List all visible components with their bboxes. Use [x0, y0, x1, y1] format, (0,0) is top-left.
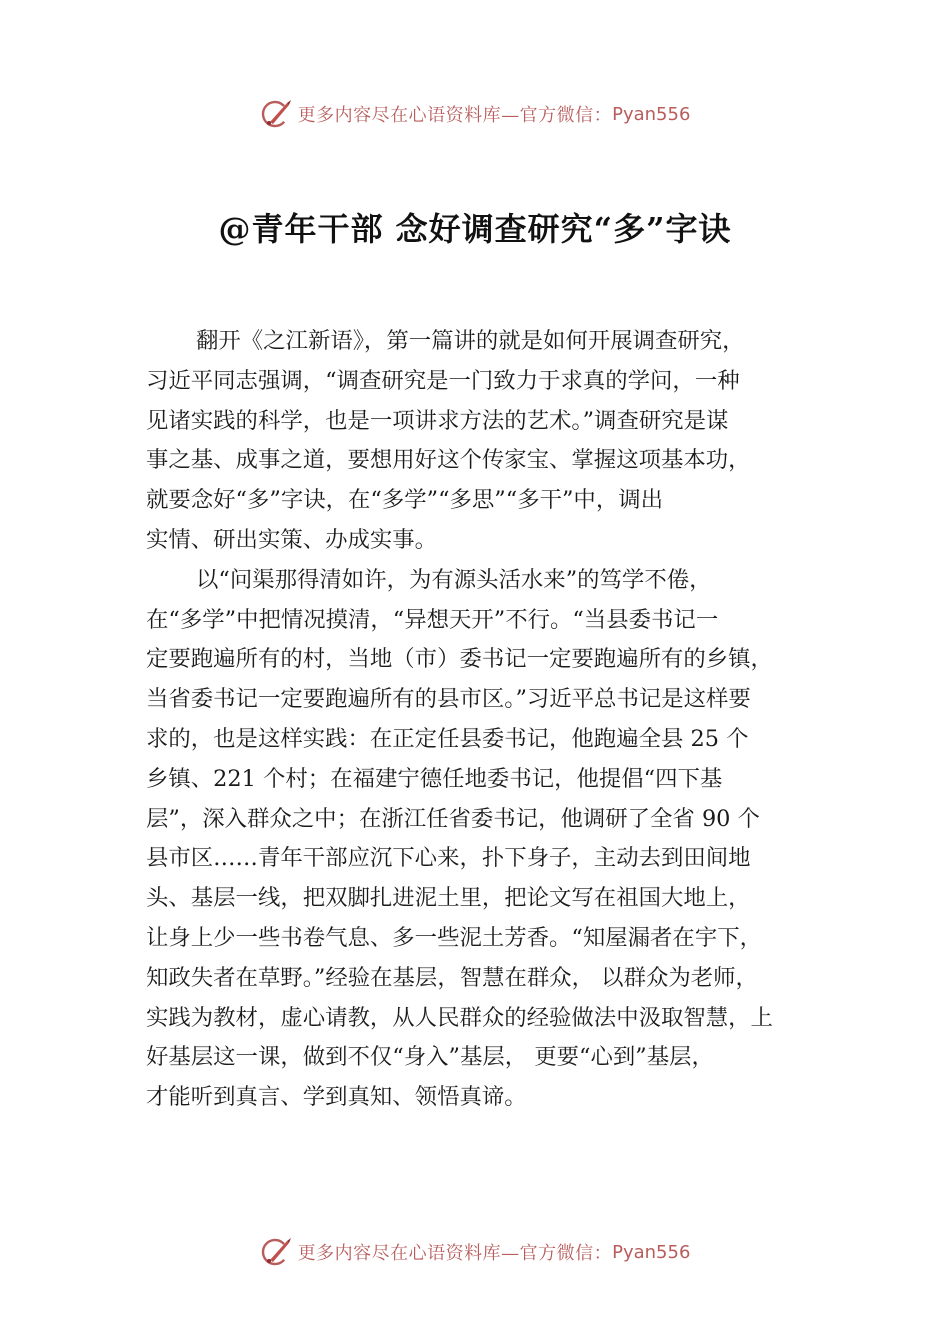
- paragraph-line: 就要念好“多”字诀，在“多学”“多思”“多干”中，调出: [146, 487, 663, 514]
- paragraph-line: 让身上少一些书卷气息、多一些泥土芳香。“知屋漏者在宇下，: [146, 924, 762, 951]
- paragraph-line: 县市区……青年干部应沉下心来，扑下身子，主动去到田间地: [146, 845, 751, 872]
- banner-text: 更多内容尽在心语资料库—官方微信：: [297, 105, 613, 126]
- paragraph-line: 层”，深入群众之中；在浙江任省委书记，他调研了全省 90 个: [146, 805, 760, 832]
- paragraph-line: 知政失者在草野。”经验在基层，智慧在群众， 以群众为老师，: [146, 964, 758, 991]
- quill-logo-icon: [260, 1235, 294, 1269]
- footer-banner: [0, 1232, 950, 1272]
- paragraph-line: 当省委书记一定要跑遍所有的县市区。”习近平总书记是这样要: [146, 686, 751, 713]
- paragraph-line: 头、基层一线，把双脚扎进泥土里，把论文写在祖国大地上，: [146, 885, 751, 912]
- paragraph-line: 习近平同志强调，“调查研究是一门致力于求真的学问，一种: [146, 367, 740, 394]
- banner-wechat-id: Pyan556: [612, 1241, 691, 1263]
- paragraph-line: 实践为教材，虚心请教，从人民群众的经验做法中汲取智慧，上: [146, 1004, 773, 1031]
- paragraph-line: 见诸实践的科学，也是一项讲求方法的艺术。”调查研究是谋: [146, 407, 729, 434]
- header-banner: [0, 94, 950, 134]
- banner-wechat-id: Pyan556: [612, 103, 691, 125]
- paragraph-line: 翻开《之江新语》，第一篇讲的就是如何开展调查研究，: [196, 328, 745, 354]
- paragraph-line: 事之基、成事之道，要想用好这个传家宝、掌握这项基本功，: [146, 447, 751, 474]
- paragraph-line: 乡镇、221 个村；在福建宁德任地委书记，他提倡“四下基: [146, 765, 723, 792]
- article-title: @青年干部 念好调查研究“多”字诀: [218, 210, 732, 248]
- banner-text: 更多内容尽在心语资料库—官方微信：: [297, 1243, 613, 1264]
- paragraph-line: 实情、研出实策、办成实事。: [146, 526, 438, 553]
- paragraph-line: 以“问渠那得清如许，为有源头活水来”的笃学不倦，: [196, 566, 712, 593]
- paragraph-line: 求的，也是这样实践：在正定任县委书记，他跑遍全县 25 个: [146, 725, 749, 752]
- paragraph-line: 定要跑遍所有的村，当地（市）委书记一定要跑遍所有的乡镇，: [146, 646, 773, 673]
- paragraph-line: 好基层这一课，做到不仅“身入”基层， 更要“心到”基层，: [146, 1044, 714, 1071]
- paragraph-line: 才能听到真言、学到真知、领悟真谛。: [146, 1084, 527, 1111]
- quill-logo-icon: [260, 97, 294, 131]
- article-body: [146, 322, 846, 1118]
- paragraph-line: 在“多学”中把情况摸清，“异想天开”不行。“当县委书记一: [146, 606, 719, 633]
